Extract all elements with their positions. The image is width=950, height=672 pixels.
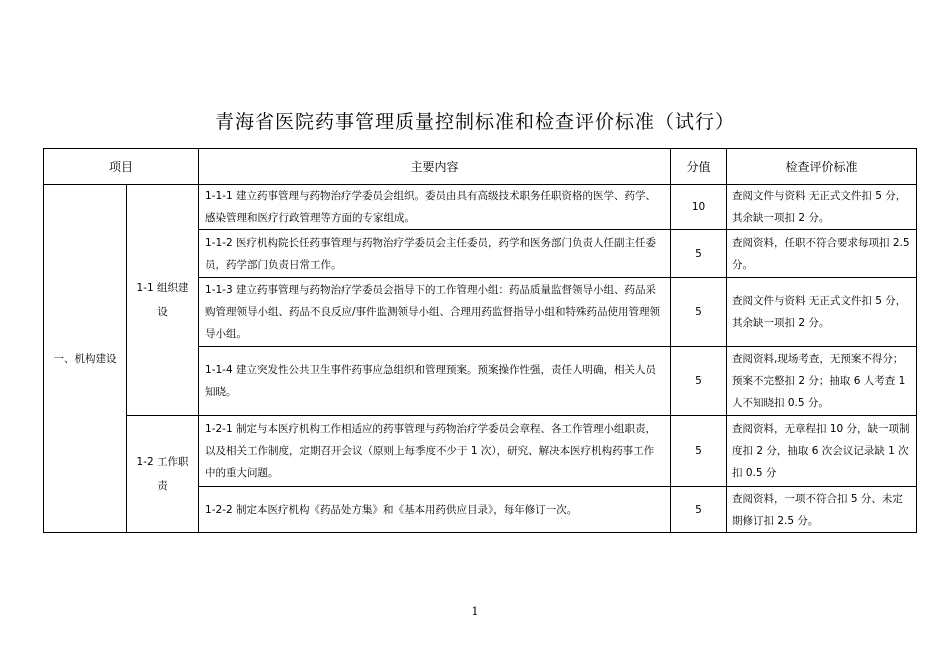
criteria-cell: 查阅资料，一项不符合扣 5 分、未定期修订扣 2.5 分。 xyxy=(727,487,917,533)
content-cell: 1-2-1 制定与本医疗机构工作相适应的药事管理与药物治疗学委员会章程、各工作管理小组职责，以及相关工作制度，定期召开会议（原则上每季度不少于 1 次），研究、解决本医疗机构药事工作中的重大问题。 xyxy=(199,416,671,487)
document-title: 青海省医院药事管理质量控制标准和检查评价标准（试行） xyxy=(214,111,735,133)
content-cell: 1-1-3 建立药事管理与药物治疗学委员会指导下的工作管理小组：药品质量监督领导小组、药品采购管理领导小组、药品不良反应/事件监测领导小组、合理用药监督指导小组和特殊药品使用管理领导小组。 xyxy=(199,278,671,347)
criteria-cell: 查阅文件与资料 无正式文件扣 5 分，其余缺一项扣 2 分。 xyxy=(727,278,917,347)
subsection-label: 1-2 工作职责 xyxy=(127,416,199,533)
criteria-cell: 查阅资料，任职不符合要求每项扣 2.5 分。 xyxy=(727,230,917,278)
score-cell: 5 xyxy=(671,487,727,533)
page-number: 1 xyxy=(471,605,479,618)
content-cell: 1-1-4 建立突发性公共卫生事件药事应急组织和管理预案。预案操作性强，责任人明确，相关人员知晓。 xyxy=(199,347,671,416)
header-content: 主要内容 xyxy=(199,149,671,185)
content-cell: 1-2-2 制定本医疗机构《药品处方集》和《基本用药供应目录》，每年修订一次。 xyxy=(199,487,671,533)
score-cell: 5 xyxy=(671,278,727,347)
criteria-cell: 查阅资料，无章程扣 10 分，缺一项制度扣 2 分，抽取 6 次会议记录缺 1 次扣 0.5 分 xyxy=(727,416,917,487)
header-score: 分值 xyxy=(671,149,727,185)
content-cell: 1-1-1 建立药事管理与药物治疗学委员会组织。委员由具有高级技术职务任职资格的医学、药学、感染管理和医疗行政管理等方面的专家组成。 xyxy=(199,185,671,230)
header-item: 项目 xyxy=(44,149,199,185)
category-cell: 一、机构建设 xyxy=(44,185,127,533)
header-row xyxy=(44,149,917,185)
score-cell: 10 xyxy=(671,185,727,230)
evaluation-table xyxy=(43,148,917,533)
table-row xyxy=(44,185,917,230)
criteria-cell: 查阅资料,现场考查，无预案不得分；预案不完整扣 2 分；抽取 6 人考查 1 人不知晓扣 0.5 分。 xyxy=(727,347,917,416)
criteria-cell: 查阅文件与资料 无正式文件扣 5 分，其余缺一项扣 2 分。 xyxy=(727,185,917,230)
content-cell: 1-1-2 医疗机构院长任药事管理与药物治疗学委员会主任委员，药学和医务部门负责人任副主任委员，药学部门负责日常工作。 xyxy=(199,230,671,278)
score-cell: 5 xyxy=(671,230,727,278)
header-criteria: 检查评价标准 xyxy=(727,149,917,185)
subsection-label: 1-1 组织建设 xyxy=(127,185,199,416)
table-row xyxy=(44,416,917,487)
score-cell: 5 xyxy=(671,416,727,487)
score-cell: 5 xyxy=(671,347,727,416)
